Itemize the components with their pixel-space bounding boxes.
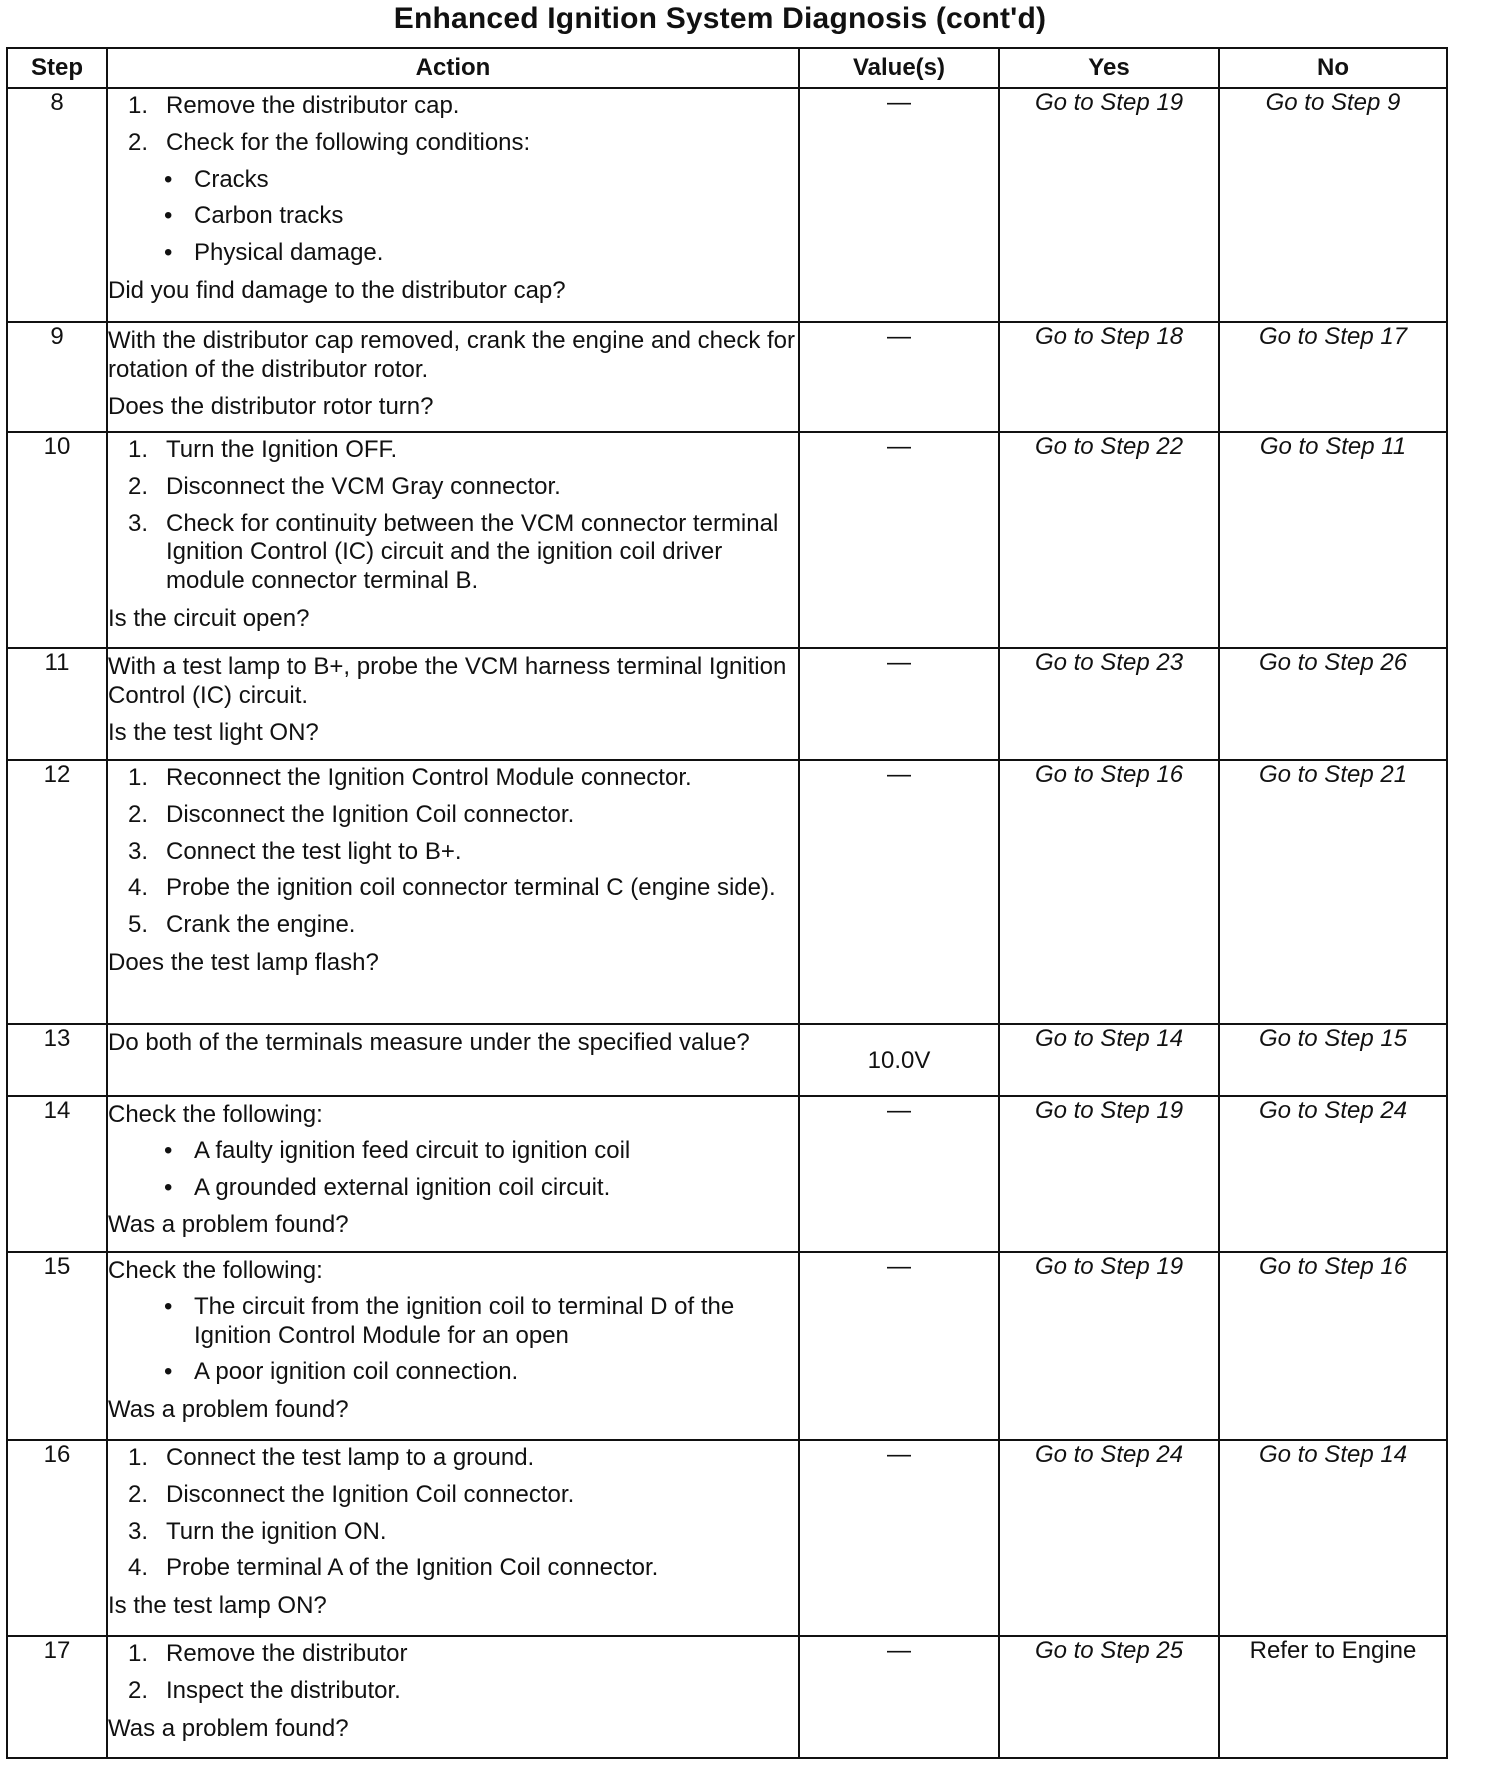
header-yes: Yes (999, 48, 1219, 88)
step-number: 16 (7, 1440, 107, 1636)
action-step (108, 1637, 798, 1674)
action-step-number: 2. (128, 128, 149, 156)
action-cell (107, 760, 799, 1024)
action-question: Does the distributor rotor turn? (108, 392, 434, 420)
header-step: Step (7, 48, 107, 88)
table-row (7, 648, 1447, 760)
action-question: Is the circuit open? (108, 604, 310, 632)
header-row (7, 48, 1447, 88)
table-body (7, 88, 1447, 1758)
action-bullet (108, 1171, 798, 1208)
bullet-icon: • (164, 1292, 173, 1320)
bullet-icon: • (164, 1136, 173, 1164)
no-cell: Go to Step 11 (1219, 432, 1447, 648)
action-step-number: 3. (128, 837, 149, 865)
value-cell: — (799, 1636, 999, 1758)
action-cell (107, 322, 799, 432)
action-step-text: Turn the Ignition OFF. (166, 436, 398, 463)
yes-cell: Go to Step 22 (999, 432, 1219, 648)
action-paragraph: Do both of the terminals measure under the specified value? (108, 1029, 750, 1056)
value-cell: — (799, 1252, 999, 1440)
action-question: Was a problem found? (108, 1211, 349, 1239)
action-cell (107, 1440, 799, 1636)
no-cell: Go to Step 15 (1219, 1024, 1447, 1096)
action-cell (107, 1024, 799, 1096)
header-values: Value(s) (799, 48, 999, 88)
value-cell: — (799, 432, 999, 648)
action-bullet-text: A faulty ignition feed circuit to ignition coil (194, 1136, 631, 1164)
action-step-number: 1. (128, 1444, 149, 1471)
action-step-text: Turn the ignition ON. (166, 1517, 387, 1545)
action-step-text: Check for the following conditions: (166, 128, 531, 156)
action-step-text: Check for continuity between the VCM connector terminal Ignition Control (IC) circuit and the ignition coil driver module connector terminal B. (166, 509, 779, 595)
value-cell: — (799, 88, 999, 322)
action-bullet-text: Carbon tracks (194, 202, 344, 230)
action-question: Was a problem found? (108, 1396, 349, 1424)
table-row (7, 1024, 1447, 1096)
action-question: Is the test lamp ON? (108, 1592, 327, 1620)
bullet-icon: • (164, 239, 173, 267)
action-question: Did you find damage to the distributor cap? (108, 276, 566, 304)
table-row (7, 88, 1447, 322)
bullet-icon: • (164, 202, 173, 230)
yes-cell: Go to Step 23 (999, 648, 1219, 760)
no-cell: Go to Step 16 (1219, 1252, 1447, 1440)
step-number: 15 (7, 1252, 107, 1440)
yes-cell: Go to Step 14 (999, 1024, 1219, 1096)
header-no: No (1219, 48, 1447, 88)
action-step (108, 1441, 798, 1478)
table-row (7, 432, 1447, 648)
action-cell (107, 1096, 799, 1252)
step-number: 13 (7, 1024, 107, 1096)
action-step-text: Reconnect the Ignition Control Module connector. (166, 764, 692, 791)
action-step-number: 1. (128, 1640, 149, 1667)
yes-cell: Go to Step 25 (999, 1636, 1219, 1758)
action-bullet (108, 1290, 798, 1356)
no-cell: Go to Step 9 (1219, 88, 1447, 322)
action-bullet (108, 163, 798, 200)
action-step-number: 1. (128, 436, 149, 463)
bullet-icon: • (164, 1173, 173, 1201)
action-paragraph: With the distributor cap removed, crank the engine and check for rotation of the distributor rotor. (108, 327, 796, 383)
action-step-text: Probe the ignition coil connector terminal C (engine side). (166, 874, 776, 902)
action-bullet-text: Cracks (194, 165, 269, 193)
header-action: Action (107, 48, 799, 88)
action-step (108, 507, 798, 601)
action-step (108, 908, 798, 945)
no-cell: Go to Step 14 (1219, 1440, 1447, 1636)
action-step (108, 835, 798, 872)
step-number: 12 (7, 760, 107, 1024)
table-row (7, 1440, 1447, 1636)
step-number: 17 (7, 1636, 107, 1758)
no-cell: Go to Step 26 (1219, 648, 1447, 760)
table-row (7, 322, 1447, 432)
action-bullet-text: A poor ignition coil connection. (194, 1358, 519, 1386)
action-step-number: 2. (128, 1480, 149, 1508)
table-row (7, 1096, 1447, 1252)
action-step-number: 1. (128, 764, 149, 791)
yes-cell: Go to Step 19 (999, 1096, 1219, 1252)
value-cell: — (799, 760, 999, 1024)
no-cell: Go to Step 17 (1219, 322, 1447, 432)
action-paragraph: With a test lamp to B+, probe the VCM harness terminal Ignition Control (IC) circuit. (108, 653, 787, 709)
action-step-text: Disconnect the VCM Gray connector. (166, 472, 561, 500)
yes-cell: Go to Step 18 (999, 322, 1219, 432)
value-cell: — (799, 322, 999, 432)
action-step-number: 4. (128, 874, 149, 902)
action-step-number: 5. (128, 911, 149, 939)
action-step-text: Connect the test light to B+. (166, 837, 462, 865)
action-paragraph: Check the following: (108, 1101, 323, 1128)
table-row (7, 1636, 1447, 1758)
action-step-text: Connect the test lamp to a ground. (166, 1444, 535, 1471)
action-step (108, 798, 798, 835)
action-step (108, 761, 798, 798)
action-cell (107, 88, 799, 322)
bullet-icon: • (164, 1358, 173, 1386)
action-step-number: 2. (128, 800, 149, 828)
action-step (108, 470, 798, 507)
page-title: Enhanced Ignition System Diagnosis (cont'd) (393, 2, 1047, 35)
action-step-number: 4. (128, 1554, 149, 1582)
bullet-icon: • (164, 165, 173, 193)
action-step (108, 1551, 798, 1588)
yes-cell: Go to Step 16 (999, 760, 1219, 1024)
step-number: 8 (7, 88, 107, 322)
action-question: Is the test light ON? (108, 718, 319, 746)
value-cell: — (799, 1096, 999, 1252)
action-bullet (108, 1355, 798, 1392)
action-bullet-text: A grounded external ignition coil circuit. (194, 1173, 611, 1201)
action-bullet-text: Physical damage. (194, 239, 384, 267)
action-cell (107, 1252, 799, 1440)
action-step-text: Remove the distributor (166, 1640, 408, 1667)
no-cell: Go to Step 21 (1219, 760, 1447, 1024)
action-bullet (108, 236, 798, 273)
action-bullet (108, 1134, 798, 1171)
action-step-number: 3. (128, 1517, 149, 1545)
action-step-text: Disconnect the Ignition Coil connector. (166, 1480, 575, 1508)
action-step-number: 3. (128, 509, 149, 537)
value-cell: — (799, 1440, 999, 1636)
action-step-text: Crank the engine. (166, 911, 356, 939)
action-cell (107, 648, 799, 760)
action-step-number: 2. (128, 1676, 149, 1704)
yes-cell: Go to Step 24 (999, 1440, 1219, 1636)
no-cell: Go to Step 24 (1219, 1096, 1447, 1252)
action-step (108, 871, 798, 908)
action-paragraph: Check the following: (108, 1257, 323, 1284)
step-number: 14 (7, 1096, 107, 1252)
table-row (7, 1252, 1447, 1440)
action-step (108, 1515, 798, 1552)
action-step (108, 89, 798, 126)
action-step (108, 126, 798, 163)
step-number: 10 (7, 432, 107, 648)
diagnosis-table (6, 47, 1448, 1759)
table-row (7, 760, 1447, 1024)
no-cell: Refer to Engine (1219, 1636, 1447, 1758)
yes-cell: Go to Step 19 (999, 1252, 1219, 1440)
action-step (108, 1674, 798, 1711)
action-step-text: Disconnect the Ignition Coil connector. (166, 800, 575, 828)
value-cell: 10.0V (799, 1024, 999, 1096)
action-step-text: Inspect the distributor. (166, 1676, 401, 1704)
yes-cell: Go to Step 19 (999, 88, 1219, 322)
action-bullet-text: The circuit from the ignition coil to terminal D of the Ignition Control Module for an open (194, 1292, 735, 1349)
action-bullet (108, 199, 798, 236)
action-step-text: Remove the distributor cap. (166, 92, 460, 119)
action-step-number: 1. (128, 92, 149, 119)
step-number: 9 (7, 322, 107, 432)
action-cell (107, 1636, 799, 1758)
action-step (108, 1478, 798, 1515)
action-question: Was a problem found? (108, 1714, 349, 1742)
action-step-number: 2. (128, 472, 149, 500)
value-cell: — (799, 648, 999, 760)
action-cell (107, 432, 799, 648)
action-question: Does the test lamp flash? (108, 948, 379, 976)
step-number: 11 (7, 648, 107, 760)
action-step (108, 433, 798, 470)
action-step-text: Probe terminal A of the Ignition Coil connector. (166, 1554, 659, 1582)
